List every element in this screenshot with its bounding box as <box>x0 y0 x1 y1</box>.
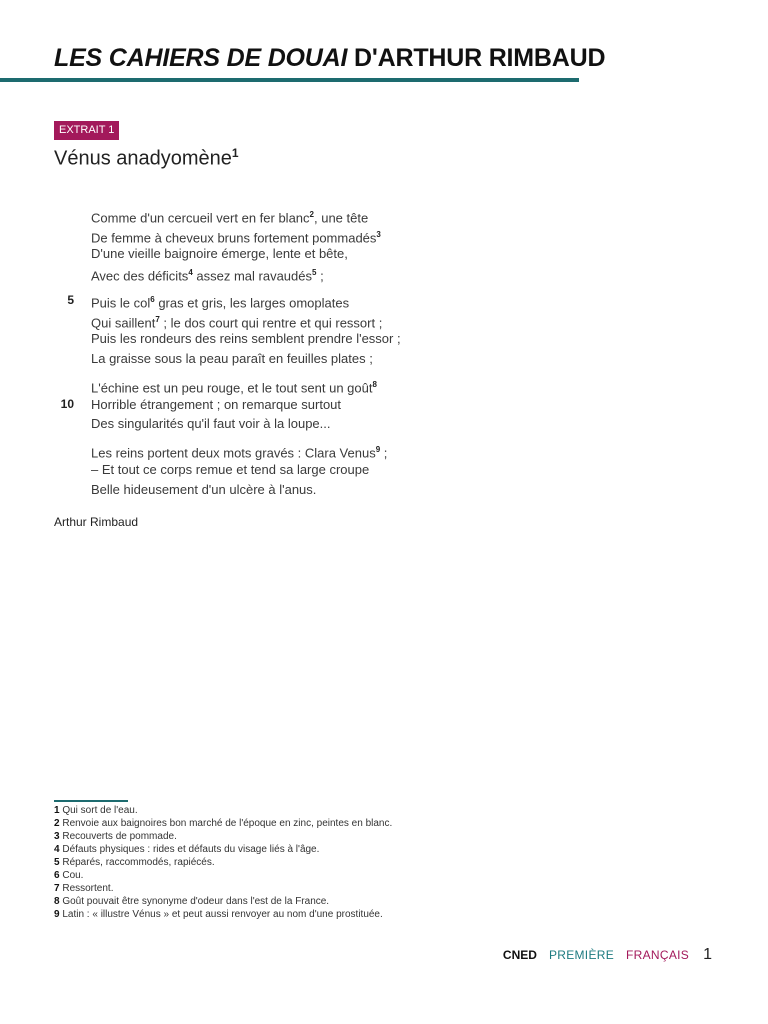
footnote-item: 1 Qui sort de l'eau. <box>54 805 138 816</box>
footnote-item: 5 Réparés, raccommodés, rapiécés. <box>54 857 215 868</box>
poem-author: Arthur Rimbaud <box>54 515 139 529</box>
verse-line-9: L'échine est un peu rouge, et le tout sent un goût$^8$ <box>91 380 377 396</box>
verse-line-8: La graisse sous la peau paraît en feuilles plates ; <box>91 351 373 366</box>
footnote-ref: 3 <box>376 230 381 239</box>
footer-subject: FRANÇAIS <box>626 948 690 962</box>
footnotes <box>54 804 734 921</box>
page-footer <box>503 946 712 964</box>
document-title <box>54 44 605 73</box>
verse-line-6: Qui saillent$^7$ ; le dos court qui rentre et qui ressort ; <box>91 315 383 331</box>
poem-title-text: Vénus anadyomène <box>54 147 232 170</box>
footnote-item: 6 Cou. <box>54 870 84 881</box>
footnote-ref: 6 <box>150 295 155 304</box>
footnote-ref: 8 <box>372 380 377 389</box>
footnote-ref: 4 <box>188 268 193 277</box>
verse-line-5: Puis le col$^6$ gras et gris, les larges omoplates <box>91 295 350 311</box>
poem-title-footnote-ref: 1 <box>231 146 239 160</box>
footnote-ref: 5 <box>312 268 317 277</box>
line-number-5: 5 <box>67 293 74 307</box>
footnote-ref: 7 <box>155 315 160 324</box>
verse-line-7: Puis les rondeurs des reins semblent prendre l'essor ; <box>91 331 401 346</box>
footnote-item: 7 Ressortent. <box>54 883 114 894</box>
footnote-item: 8 Goût pouvait être synonyme d'odeur dans l'est de la France. <box>54 896 330 907</box>
footnote-ref: 9 <box>375 445 381 454</box>
footer-brand: CNED <box>502 948 537 962</box>
title-rest-part: D'ARTHUR RIMBAUD <box>347 44 606 72</box>
verse-line-1: Comme d'un cercueil vert en fer blanc$^2$, une tête <box>91 210 369 226</box>
verse-line-3: D'une vieille baignoire émerge, lente et bête, <box>91 246 348 261</box>
verse-line-4: Avec des déficits$^4$ assez mal ravaudés$^5$ ; <box>91 268 324 284</box>
verse-line-13: – Et tout ce corps remue et tend sa large croupe <box>91 462 370 477</box>
verse-line-2: De femme à cheveux bruns fortement pommadés$^3$ <box>91 230 381 246</box>
footnote-ref: 2 <box>309 210 314 219</box>
page-number: 1 <box>703 946 712 963</box>
verse-line-11: Des singularités qu'il faut voir à la loupe... <box>91 416 331 431</box>
footnote-item: 3 Recouverts de pommade. <box>54 831 177 842</box>
poem-title <box>54 146 239 171</box>
footnote-item: 4 Défauts physiques : rides et défauts du visage liés à l'âge. <box>54 844 320 855</box>
line-number-10: 10 <box>60 397 74 411</box>
footnotes-divider <box>54 800 128 802</box>
verse-line-14: Belle hideusement d'un ulcère à l'anus. <box>91 482 317 497</box>
footnote-item: 9 Latin : « illustre Vénus » et peut aussi renvoyer au nom d'une prostituée. <box>54 909 383 920</box>
verse-line-12: Les reins portent deux mots gravés : Clara Venus$^9$ ; <box>91 445 388 461</box>
title-italic-part: LES CAHIERS DE DOUAI <box>54 44 348 72</box>
verse-line-10: Horrible étrangement ; on remarque surtout <box>91 397 342 412</box>
title-underline <box>0 78 579 82</box>
footnote-item: 2 Renvoie aux baignoires bon marché de l'époque en zinc, peintes en blanc. <box>54 818 393 829</box>
footer-level: PREMIÈRE <box>548 948 615 962</box>
extract-badge: EXTRAIT 1 <box>54 121 119 140</box>
